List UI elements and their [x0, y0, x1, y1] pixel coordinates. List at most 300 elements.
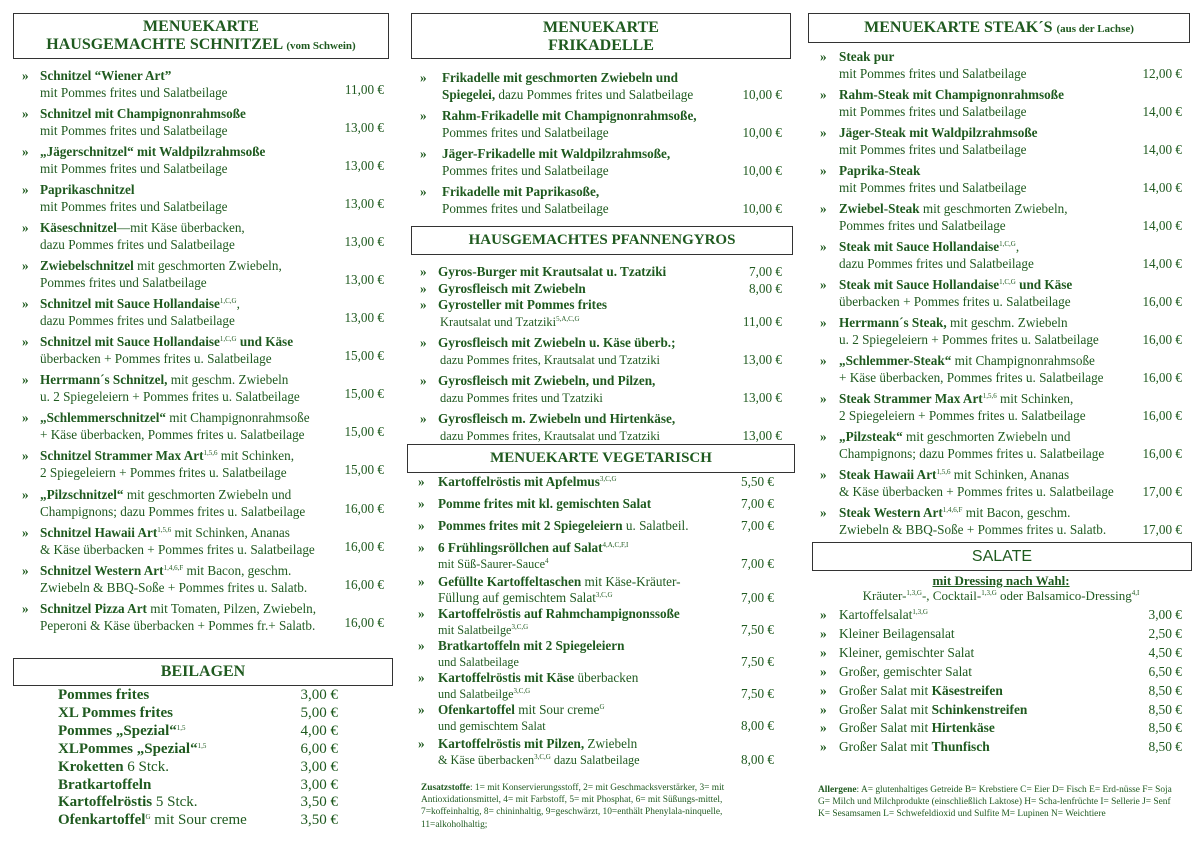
menu-item	[820, 391, 1182, 425]
item-line1	[438, 606, 680, 623]
bullet-icon: »	[420, 264, 427, 279]
dressing-options	[812, 588, 1190, 604]
salat-price: 8,50 €	[1148, 720, 1182, 736]
item-desc: ,	[1015, 239, 1020, 254]
bullet-icon: »	[418, 540, 425, 555]
item-sub: & Käse überbacken + Pommes frites u. Salatbeilage	[40, 541, 315, 557]
bullet-icon: »	[418, 474, 425, 489]
item-line1	[40, 601, 316, 618]
item-sub	[440, 390, 603, 407]
side-price: 3,00 €	[300, 687, 338, 703]
item-title: Gyros-Burger mit Krautsalat u. Tzatziki	[438, 264, 667, 279]
item-desc: dazu Pommes frites, Krautsalat und Tzatziki	[440, 428, 660, 443]
item-sub: Champignons; dazu Pommes frites u. Salatbeilage	[839, 445, 1105, 461]
item-price: 13,00 €	[742, 351, 782, 367]
item-title: Schnitzel Hawaii Art	[40, 525, 158, 540]
item-title: Herrmann´s Steak,	[839, 315, 947, 330]
item-price: 7,00 €	[741, 496, 774, 511]
bullet-icon: »	[820, 277, 827, 292]
beilagen-header-text: BEILAGEN	[160, 663, 246, 680]
salat-name: Großer Salat mit	[839, 701, 932, 717]
bullet-icon: »	[420, 184, 427, 199]
menu-item	[820, 125, 1182, 159]
salat-item	[820, 663, 1182, 682]
item-desc: mit Schinken, Ananas	[171, 525, 290, 540]
side-name: Kartoffelröstis	[58, 794, 153, 811]
item-title: Kartoffelröstis mit Pilzen,	[438, 736, 585, 751]
item-line1	[40, 68, 171, 85]
allergen-sup: 5,A,C,G	[556, 314, 580, 323]
item-line1	[839, 163, 920, 180]
allergen-sup: G	[145, 813, 151, 822]
item-desc-cont: dazu Salatbeilage	[550, 753, 640, 767]
item-desc: mit Schinken, Ananas	[950, 467, 1070, 482]
menu-item	[418, 670, 774, 704]
item-price: 10,00 €	[742, 200, 782, 216]
allergen-sup: 1,5,6	[936, 468, 951, 476]
menu-item	[820, 239, 1182, 273]
item-sub: dazu Pommes frites und Salatbeilage	[40, 236, 235, 252]
bullet-icon: »	[22, 525, 29, 540]
menu-item	[22, 410, 384, 444]
item-desc: und gemischtem Salat	[438, 719, 546, 733]
item-line1	[839, 315, 1068, 332]
side-name: XL Pommes frites	[58, 704, 173, 721]
zusatzstoffe-note	[421, 782, 781, 831]
item-title: Rahm-Frikadelle mit Champignonrahmsoße,	[442, 108, 697, 123]
item-line1	[438, 702, 605, 719]
side-name: Pommes frites	[58, 687, 150, 703]
item-title: Pommes frites mit 2 Spiegeleiern	[438, 518, 623, 533]
bullet-icon: »	[418, 496, 425, 511]
item-line1	[40, 563, 291, 580]
salat-name: Großer Salat mit	[839, 739, 932, 755]
item-price: 13,00 €	[344, 234, 384, 249]
vegetarisch-header-text: MENUEKARTE VEGETARISCH	[490, 450, 712, 466]
item-title: Gyrosfleisch mit Zwiebeln u. Käse überb.;	[438, 335, 676, 350]
item-line1	[839, 239, 1019, 256]
allergen-sup: 1,4,6,F	[942, 506, 963, 514]
bullet-icon: »	[22, 182, 29, 197]
item-title: Schnitzel mit Champignonrahmsoße	[40, 106, 246, 121]
item-sub	[442, 163, 609, 180]
item-line1	[40, 410, 310, 427]
item-title: Steak mit Sauce Hollandaise	[839, 239, 1000, 254]
salat-name: Kleiner Beilagensalat	[839, 625, 955, 641]
bullet-icon: »	[820, 391, 827, 406]
menu-item	[820, 353, 1182, 387]
bullet-icon: »	[820, 644, 827, 660]
item-title: Paprikaschnitzel	[40, 182, 135, 197]
item-price: 13,00 €	[344, 310, 384, 325]
item-desc: ,	[236, 296, 240, 311]
item-desc: mit Tomaten, Pilzen, Zwiebeln,	[146, 601, 317, 616]
item-title: Bratkartoffeln mit 2 Spiegeleiern	[438, 638, 625, 653]
item-desc: Füllung auf gemischtem Salat	[438, 590, 596, 605]
item-sub: + Käse überbacken, Pommes frites u. Salatbeilage	[40, 426, 305, 442]
item-title: Zwiebelschnitzel	[40, 258, 134, 273]
menu-item	[420, 146, 782, 180]
item-sub: 2 Spiegeleiern + Pommes frites u. Salatbeilage	[839, 407, 1086, 423]
side-price: 3,00 €	[300, 758, 338, 775]
item-line1	[839, 201, 1068, 218]
bullet-icon: »	[22, 601, 29, 616]
salat-item	[820, 625, 1182, 644]
item-title: Jäger-Frikadelle mit Waldpilzrahmsoße,	[442, 146, 671, 161]
allergen-sup: 1,5	[197, 741, 207, 750]
bullet-icon: »	[418, 736, 425, 751]
allergen-sup: 1,C,G	[219, 297, 237, 305]
salate-header-text: SALATE	[971, 548, 1033, 565]
menu-item	[820, 505, 1182, 539]
item-line1	[40, 487, 291, 504]
allergen-sup: 1,3,G	[912, 608, 928, 616]
item-title: Gyrosfleisch m. Zwiebeln und Hirtenkäse,	[438, 411, 676, 426]
salate-header	[812, 542, 1192, 571]
item-sub: Zwiebeln & BBQ-Soße + Pommes frites u. Salatb.	[839, 521, 1107, 537]
item-title: Schnitzel mit Sauce Hollandaise	[40, 334, 220, 349]
allergen-sup: 3,C,G	[511, 623, 529, 631]
item-price: 13,00 €	[344, 272, 384, 287]
allergene-text: : A= glutenhaltiges Getreide B= Krebstiere C= Eier D= Fisch E= Erd-nüsse F= Soja G= Milch und Milchprodukte (einschließlich Laktose) H= Scha-lenfrüchte I= Sellerie J= Senf K= Sesamsamen L= Schwefeldioxid und Sulfite M= Lupinen N= Weichtiere	[818, 785, 1172, 820]
item-price: 7,00 €	[741, 590, 774, 605]
item-sub: Pommes frites und Salatbeilage	[839, 217, 1006, 233]
bullet-icon: »	[22, 68, 29, 83]
bullet-icon: »	[22, 296, 29, 311]
item-price: 8,00 €	[741, 718, 774, 733]
item-desc: Krautsalat und Tzatziki	[440, 314, 557, 329]
gyros-header-text: HAUSGEMACHTES PFANNENGYROS	[468, 232, 736, 248]
item-desc: dazu Pommes frites, Krautsalat und Tzatziki	[440, 352, 660, 367]
bullet-icon: »	[420, 297, 427, 312]
menu-item	[820, 201, 1182, 235]
salat-price: 2,50 €	[1148, 625, 1182, 641]
side-item	[58, 794, 338, 812]
menu-item	[420, 297, 782, 331]
item-line1	[839, 505, 1070, 522]
item-price: 7,50 €	[741, 686, 774, 701]
item-line1	[40, 296, 240, 313]
item-desc: Pommes frites und Salatbeilage	[442, 200, 609, 216]
salat-topping: Käsestreifen	[931, 682, 1003, 698]
menu-item	[418, 518, 774, 535]
menu-item	[418, 702, 774, 736]
menu-item	[820, 277, 1182, 311]
bullet-icon: »	[418, 670, 425, 685]
item-sub: mit Pommes frites und Salatbeilage	[40, 160, 228, 176]
salat-item	[820, 644, 1182, 663]
item-sub: mit Pommes frites und Salatbeilage	[40, 84, 228, 100]
menu-item	[22, 220, 384, 254]
allergene-note	[818, 784, 1183, 821]
menu-item	[418, 540, 774, 574]
allergen-sup: 1,5,6	[203, 449, 218, 457]
item-desc: Zwiebeln	[584, 736, 638, 751]
salat-item	[820, 738, 1182, 757]
menu-item	[820, 49, 1182, 83]
bullet-icon: »	[820, 720, 827, 736]
menu-item	[820, 429, 1182, 463]
bullet-icon: »	[22, 487, 29, 502]
side-item	[58, 777, 338, 795]
item-line1	[438, 474, 617, 491]
bullet-icon: »	[22, 106, 29, 121]
menu-item	[22, 258, 384, 292]
allergen-sup: 1,3,G	[981, 589, 997, 597]
item-sub	[438, 718, 546, 735]
menu-item	[418, 496, 774, 513]
item-price: 16,00 €	[1142, 445, 1182, 461]
item-sub	[438, 556, 549, 573]
salat-name: Großer, gemischter Salat	[839, 663, 972, 679]
side-item	[58, 687, 338, 705]
side-item	[58, 759, 338, 777]
item-desc: u. Salatbeil.	[622, 518, 689, 533]
salat-name-wrap	[839, 663, 972, 682]
item-sub	[438, 590, 613, 607]
item-line1	[839, 125, 1038, 142]
salat-topping: Thunfisch	[931, 739, 990, 755]
item-price: 14,00 €	[1142, 179, 1182, 195]
item-title: Gyrosfleisch mit Zwiebeln	[438, 281, 586, 296]
item-title: Schnitzel “Wiener Art”	[40, 68, 172, 83]
item-desc: mit geschmorten Zwiebeln und	[123, 487, 292, 502]
bullet-icon: »	[418, 702, 425, 717]
salat-name: Kleiner, gemischter Salat	[839, 644, 975, 660]
item-price: 7,00 €	[741, 518, 774, 533]
item-title: Kartoffelröstis mit Apfelmus	[438, 474, 600, 489]
bullet-icon: »	[820, 663, 827, 679]
menu-item	[22, 372, 384, 406]
item-title: Ofenkartoffel	[438, 702, 515, 717]
side-price: 4,00 €	[300, 722, 338, 739]
item-price: 10,00 €	[742, 124, 782, 140]
item-line1	[839, 277, 1072, 294]
item-price: 11,00 €	[742, 313, 782, 329]
item-sub: überbacken + Pommes frites u. Salatbeilage	[839, 293, 1071, 309]
item-line1	[839, 87, 1064, 104]
item-sub: dazu Pommes frites und Salatbeilage	[839, 255, 1034, 271]
gyros-header	[411, 226, 793, 255]
dressing-title: mit Dressing nach Wahl:	[932, 573, 1070, 588]
bullet-icon: »	[820, 467, 827, 482]
item-sub: 2 Spiegeleiern + Pommes frites u. Salatbeilage	[40, 464, 287, 480]
dressing-option: oder Balsamico-Dressing	[996, 588, 1132, 603]
frikadelle-header	[411, 13, 791, 59]
item-desc: dazu Pommes frites und Salatbeilage	[495, 86, 694, 102]
menu-item	[22, 68, 384, 102]
item-title-cont: und Käse	[236, 334, 294, 349]
item-desc: mit Schinken,	[996, 391, 1074, 406]
zusatzstoffe-label: Zusatzstoffe	[421, 783, 470, 793]
allergen-sup: 1,C,G	[219, 335, 237, 343]
item-price: 10,00 €	[742, 162, 782, 178]
allergen-sup: G	[599, 703, 605, 711]
menu-item	[820, 467, 1182, 501]
item-title: Gyrosteller mit Pommes frites	[438, 297, 608, 312]
item-price: 15,00 €	[344, 462, 384, 477]
item-sub	[440, 428, 660, 445]
menu-item	[420, 70, 782, 104]
item-price: 16,00 €	[1142, 293, 1182, 309]
allergen-sup: 1,5,6	[157, 526, 172, 534]
item-line1	[40, 334, 293, 351]
item-price: 14,00 €	[1142, 255, 1182, 271]
item-sub: mit Pommes frites und Salatbeilage	[40, 122, 228, 138]
item-line1	[40, 220, 245, 237]
salat-item	[820, 606, 1182, 625]
item-title: Schnitzel Strammer Max Art	[40, 448, 204, 463]
item-price: 15,00 €	[344, 348, 384, 363]
salat-item	[820, 682, 1182, 701]
item-sub: + Käse überbacken, Pommes frites u. Salatbeilage	[839, 369, 1104, 385]
item-desc: mit Süß-Saurer-Sauce	[438, 557, 546, 571]
menu-item	[22, 563, 384, 597]
item-sub	[442, 201, 609, 218]
item-desc: mit Champignonrahmsoße	[951, 353, 1095, 368]
item-price: 14,00 €	[1142, 217, 1182, 233]
item-title: Gefüllte Kartoffeltaschen	[438, 574, 582, 589]
item-title: Schnitzel Pizza Art	[40, 601, 147, 616]
side-extra: 6 Stck.	[123, 758, 169, 775]
item-price: 7,00 €	[741, 556, 774, 571]
side-price: 3,50 €	[300, 794, 338, 811]
menu-item	[418, 474, 774, 491]
bullet-icon: »	[22, 410, 29, 425]
side-name: XLPommes „Spezial“	[58, 740, 198, 757]
salat-price: 3,00 €	[1148, 607, 1182, 622]
allergen-sup: 4,A,C,F,I	[602, 541, 629, 549]
bullet-icon: »	[820, 429, 827, 444]
item-sub: u. 2 Spiegeleiern + Pommes frites u. Salatbeilage	[40, 388, 300, 404]
side-name: Bratkartoffeln	[58, 776, 152, 793]
item-title: Frikadelle mit geschmorten Zwiebeln und	[442, 70, 678, 85]
item-title: Steak Hawaii Art	[839, 467, 937, 482]
bullet-icon: »	[22, 372, 29, 387]
bullet-icon: »	[820, 125, 827, 140]
item-price: 14,00 €	[1142, 141, 1182, 157]
bullet-icon: »	[820, 682, 827, 698]
bullet-icon: »	[820, 87, 827, 102]
item-desc: mit geschmorten Zwiebeln,	[919, 201, 1068, 216]
item-sub: & Käse überbacken + Pommes frites u. Salatbeilage	[839, 483, 1114, 499]
item-desc: mit Käse-Kräuter-	[581, 574, 681, 589]
item-line1	[438, 518, 689, 535]
item-desc: überbacken	[574, 670, 639, 685]
bullet-icon: »	[820, 49, 827, 64]
item-title: „Pilzsteak“	[839, 429, 903, 444]
item-price: 8,00 €	[749, 281, 782, 296]
item-sub	[440, 352, 660, 369]
allergen-sup: 3,C,G	[534, 753, 551, 761]
item-price: 7,00 €	[749, 264, 782, 279]
item-price: 10,00 €	[742, 86, 782, 102]
item-line1	[839, 467, 1069, 484]
salat-item	[820, 701, 1182, 720]
item-desc: mit Bacon, geschm.	[183, 563, 292, 578]
item-desc: mit Bacon, geschm.	[962, 505, 1071, 520]
item-price: 16,00 €	[1142, 407, 1182, 423]
steaks-header	[808, 13, 1190, 43]
menu-item	[418, 736, 774, 770]
item-line1	[839, 49, 894, 66]
menu-item	[22, 448, 384, 482]
item-sub: mit Pommes frites und Salatbeilage	[839, 103, 1027, 119]
zusatzstoffe-text: : 1= mit Konservierungsstoff, 2= mit Geschmacksverstärker, 3= mit Antioxidationsmittel, 4= mit Farbstoff, 5= mit Phosphat, 6= mit Süßungs-mittel, 7=koffeinhaltig, 8= chininhaltig, 9=geschwärzt, 10=enthält Phenylala-ninquelle, 11=alkoholhaltig;	[421, 783, 725, 830]
menu-item	[418, 574, 774, 608]
menu-item	[820, 163, 1182, 197]
item-title: Herrmann´s Schnitzel,	[40, 372, 168, 387]
frikadelle-header-line2: FRIKADELLE	[548, 37, 654, 54]
side-item	[58, 723, 338, 741]
item-sub: überbacken + Pommes frites u. Salatbeilage	[40, 350, 272, 366]
item-line1	[40, 106, 246, 123]
dressing-option: Kräuter-	[862, 588, 907, 603]
item-sub: mit Pommes frites und Salatbeilage	[839, 179, 1027, 195]
item-line1	[40, 525, 290, 542]
item-line1	[438, 638, 624, 655]
item-line1	[438, 540, 628, 557]
item-price: 13,00 €	[344, 120, 384, 135]
item-desc: mit Sour creme	[514, 702, 600, 717]
side-item	[58, 741, 338, 759]
salat-item	[820, 719, 1182, 738]
item-title: Jäger-Steak mit Waldpilzrahmsoße	[839, 125, 1038, 140]
item-sub: mit Pommes frites und Salatbeilage	[40, 198, 228, 214]
salat-topping: Hirtenkäse	[931, 720, 995, 736]
item-price: 13,00 €	[344, 196, 384, 211]
allergen-sup: 1,5,6	[982, 392, 997, 400]
allergen-sup: 3,C,G	[513, 687, 531, 695]
menu-item	[820, 315, 1182, 349]
menu-item	[22, 296, 384, 330]
side-price: 3,00 €	[300, 776, 338, 793]
item-title: Schnitzel mit Sauce Hollandaise	[40, 296, 220, 311]
item-price: 16,00 €	[344, 501, 384, 516]
allergen-sup: 1,C,G	[999, 278, 1016, 286]
bullet-icon: »	[820, 315, 827, 330]
side-price: 3,50 €	[300, 812, 338, 829]
item-desc: mit geschmorten Zwiebeln und	[902, 429, 1071, 444]
menu-item	[420, 335, 782, 369]
bullet-icon: »	[418, 574, 425, 589]
bullet-icon: »	[820, 701, 827, 717]
bullet-icon: »	[420, 335, 427, 350]
item-title: Steak mit Sauce Hollandaise	[839, 277, 1000, 292]
item-desc: Pommes frites und Salatbeilage	[442, 124, 609, 140]
menu-item	[22, 182, 384, 216]
side-extra: mit Sour creme	[150, 812, 247, 829]
bullet-icon: »	[820, 505, 827, 520]
item-sub	[438, 654, 519, 671]
item-desc: —mit Käse überbacken,	[116, 220, 245, 235]
item-price: 13,00 €	[742, 427, 782, 443]
item-title: Zwiebel-Steak	[839, 201, 920, 216]
item-title: Käseschnitzel	[40, 220, 117, 235]
item-line1	[438, 670, 638, 687]
item-price: 8,00 €	[741, 752, 774, 767]
bullet-icon: »	[420, 108, 427, 123]
bullet-icon: »	[820, 607, 827, 622]
item-sub: Peperoni & Käse überbacken + Pommes fr.+ Salatb.	[40, 617, 316, 633]
bullet-icon: »	[22, 334, 29, 349]
bullet-icon: »	[420, 373, 427, 388]
salat-price: 6,50 €	[1148, 663, 1182, 679]
salat-price: 4,50 €	[1148, 644, 1182, 660]
item-title: „Schlemmer-Steak“	[839, 353, 952, 368]
item-sub	[438, 686, 530, 703]
bullet-icon: »	[820, 739, 827, 755]
